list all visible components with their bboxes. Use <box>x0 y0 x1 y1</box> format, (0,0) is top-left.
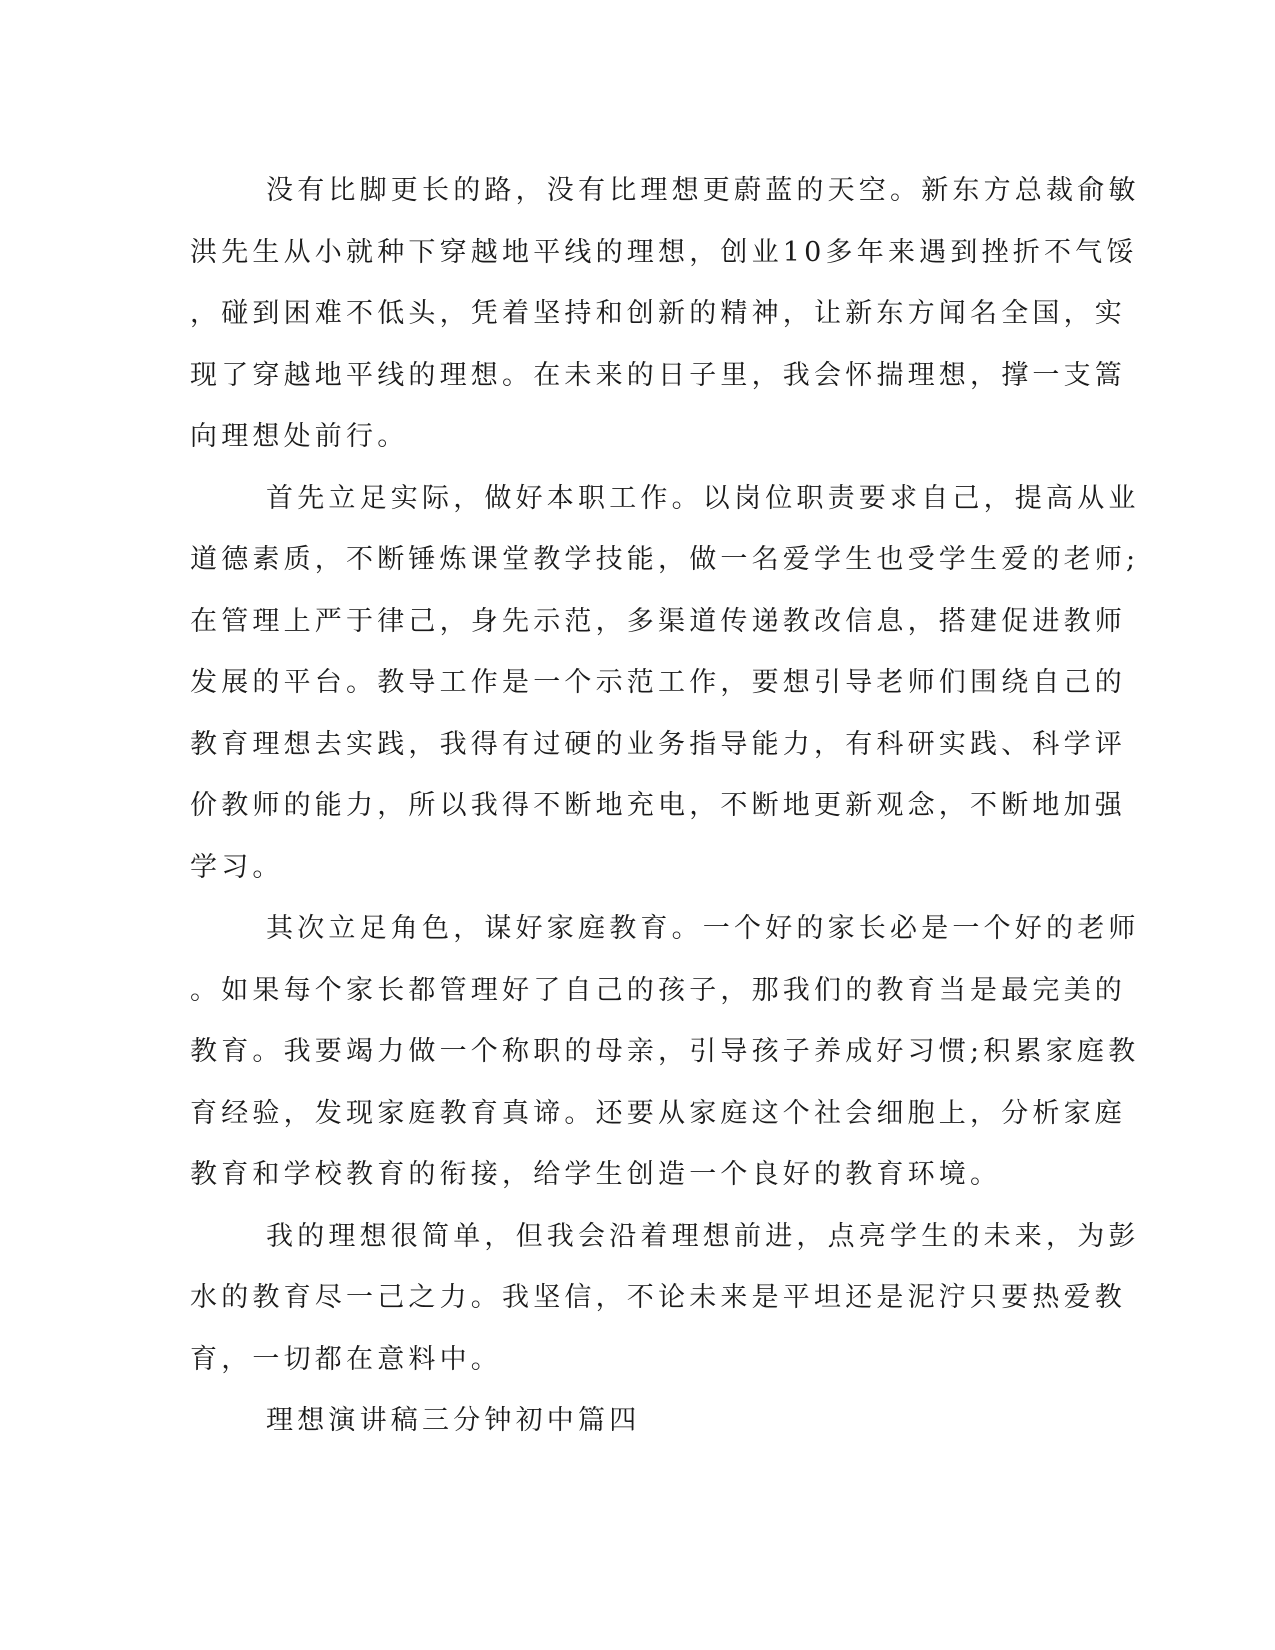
text-line: 价教师的能力，所以我得不断地充电，不断地更新观念，不断地加强 <box>190 790 1126 821</box>
text-line: 没有比脚更长的路，没有比理想更蔚蓝的天空。新东方总裁俞敏 <box>266 175 1140 206</box>
text-line: 在管理上严于律己，身先示范，多渠道传递教改信息，搭建促进教师 <box>190 605 1126 637</box>
section-heading: 理想演讲稿三分钟初中篇四 <box>266 1405 641 1436</box>
text-line: 洪先生从小就种下穿越地平线的理想，创业10多年来遇到挫折不气馁 <box>190 236 1138 268</box>
text-line: 其次立足角色，谋好家庭教育。一个好的家长必是一个好的老师 <box>266 913 1140 944</box>
text-line: 教育理想去实践，我得有过硬的业务指导能力，有科研实践、科学评 <box>190 728 1126 760</box>
text-line: 育，一切都在意料中。 <box>190 1343 502 1375</box>
document-body <box>190 160 1140 1452</box>
text-line: 向理想处前行。 <box>190 421 409 452</box>
text-line: 发展的平台。教导工作是一个示范工作，要想引导老师们围绕自己的 <box>190 667 1126 698</box>
text-line: 现了穿越地平线的理想。在未来的日子里，我会怀揣理想，撑一支篙 <box>190 359 1126 391</box>
text-line: 教育。我要竭力做一个称职的母亲，引导孩子养成好习惯;积累家庭教 <box>190 1036 1140 1067</box>
text-line: 育经验，发现家庭教育真谛。还要从家庭这个社会细胞上，分析家庭 <box>190 1097 1126 1129</box>
text-line: 学习。 <box>190 851 284 883</box>
text-line: 道德素质，不断锤炼课堂教学技能，做一名爱学生也受学生爱的老师; <box>190 544 1140 575</box>
text-line: 水的教育尽一己之力。我坚信，不论未来是平坦还是泥泞只要热爱教 <box>190 1282 1126 1313</box>
text-line: 教育和学校教育的衔接，给学生创造一个良好的教育环境。 <box>190 1159 1002 1190</box>
text-line: 首先立足实际，做好本职工作。以岗位职责要求自己，提高从业 <box>266 482 1140 514</box>
text-line: 我的理想很简单，但我会沿着理想前进，点亮学生的未来，为彭 <box>266 1220 1140 1252</box>
text-line: 。如果每个家长都管理好了自己的孩子，那我们的教育当是最完美的 <box>190 974 1126 1006</box>
text-line: ，碰到困难不低头，凭着坚持和创新的精神，让新东方闻名全国，实 <box>190 298 1126 329</box>
